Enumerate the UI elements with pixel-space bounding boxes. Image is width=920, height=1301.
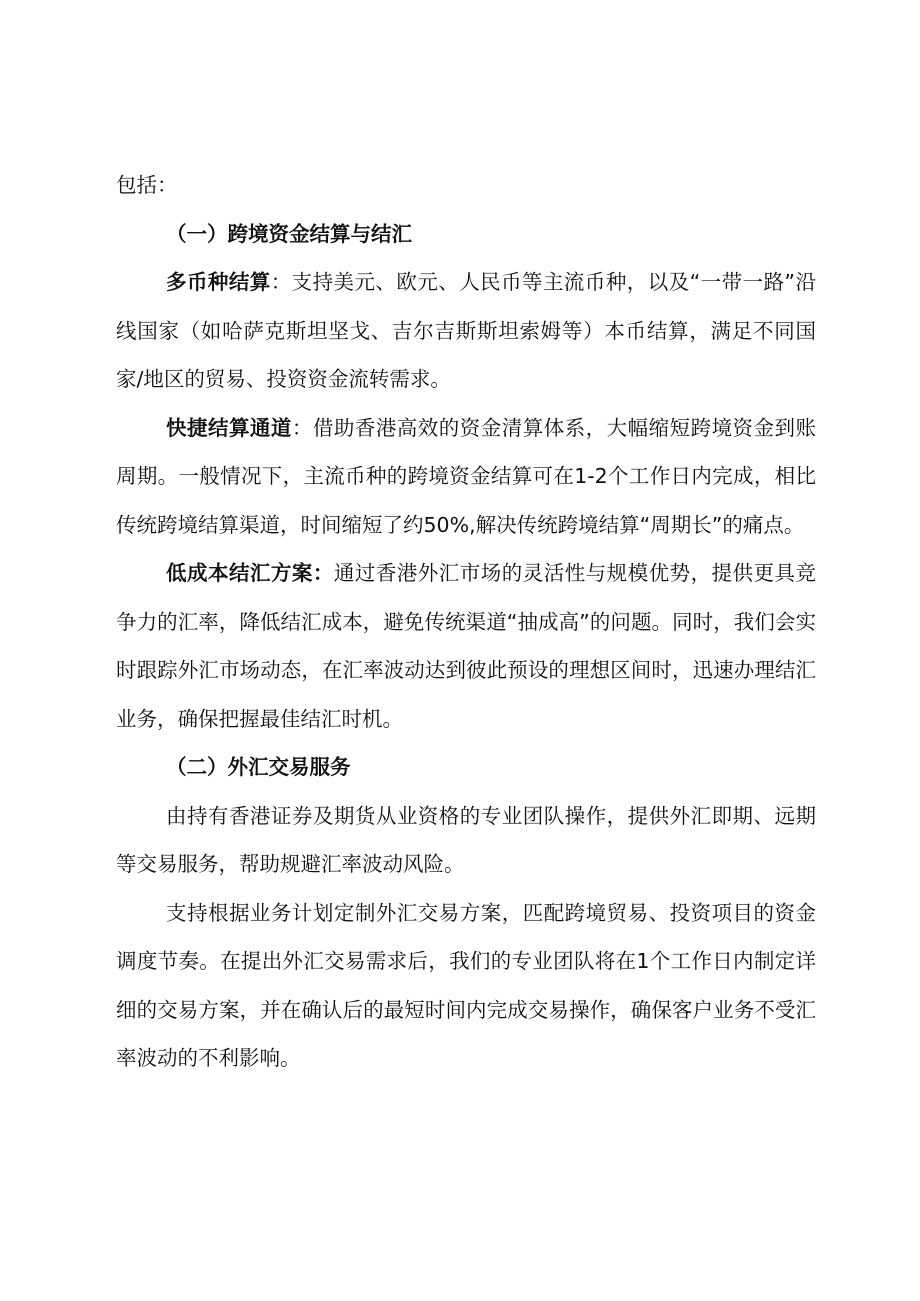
paragraph-fx-custom: 支持根据业务计划定制外汇交易方案，匹配跨境贸易、投资项目的资金调度节奏。在提出外汇交易需求后，我们的专业团队将在1个工作日内制定详细的交易方案，并在确认后的最短时间内完成交易操作，确保客户业务不受汇率波动的不利影响。 [116, 900, 816, 1070]
document-body [116, 161, 816, 1083]
paragraph-fast-channel [116, 404, 816, 550]
term-low-cost: 低成本结汇方案： [166, 561, 334, 585]
section2-heading: （二）外汇交易服务 [166, 755, 351, 779]
term-multi-currency: 多币种结算 [166, 270, 271, 294]
text-low-cost: 通过香港外汇市场的灵活性与规模优势，提供更具竞争力的汇率，降低结汇成本，避免传统渠道“抽成高”的问题。同时，我们会实时跟踪外汇市场动态，在汇率波动达到彼此预设的理想区间时，迅速办理结汇业务，确保把握最佳结汇时机。 [116, 561, 817, 731]
paragraph-low-cost [116, 549, 816, 743]
term-fast-channel: 快捷结算通道 [166, 415, 292, 440]
paragraph-fx-team: 由持有香港证券及期货从业资格的专业团队操作，提供外汇即期、远期等交易服务，帮助规避汇率波动风险。 [116, 803, 816, 876]
paragraph-multi-currency [116, 258, 816, 404]
text-fast-channel: ：借助香港高效的资金清算体系，大幅缩短跨境资金到账周期。一般情况下，主流币种的跨境资金结算可在1-2个工作日内完成，相比传统跨境结算渠道，时间缩短了约50%,解决传统跨境结算“周期长”的痛点。 [116, 415, 817, 537]
intro-text: 包括： [116, 173, 178, 197]
section1-heading: （一）跨境资金结算与结汇 [166, 221, 412, 246]
text-multi-currency: ：支持美元、欧元、人民币等主流币种，以及“一带一路”沿线国家（如哈萨克斯坦坚戈、吉尔吉斯斯坦索姆等）本币结算，满足不同国家/地区的贸易、投资资金流转需求。 [116, 270, 816, 391]
